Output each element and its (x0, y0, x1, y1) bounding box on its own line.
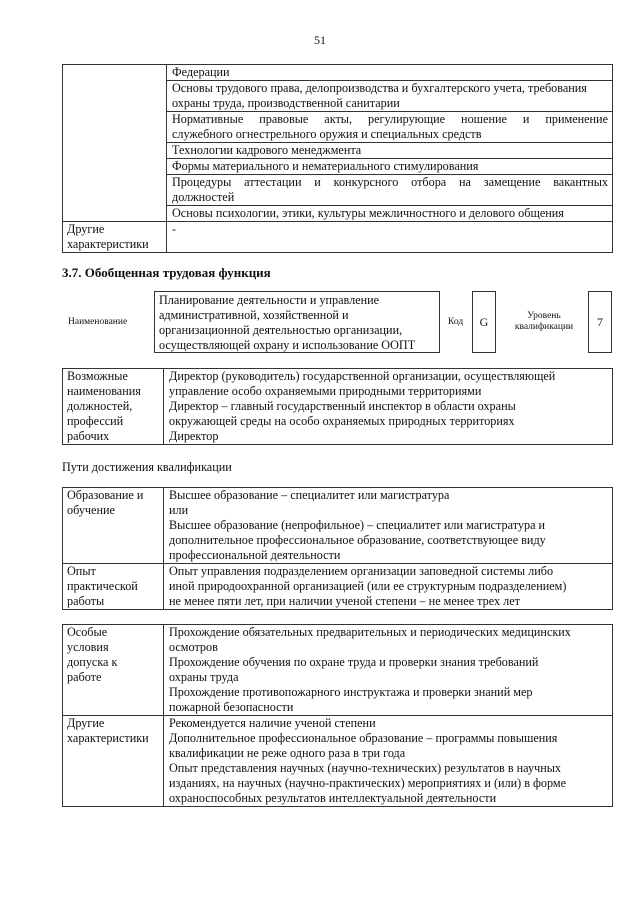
positions-table (62, 368, 613, 445)
knowledge-item: Технологии кадрового менеджмента (167, 143, 613, 159)
table-row (63, 369, 613, 445)
code-value: G (472, 291, 496, 353)
experience-value: Опыт управления подразделением организации заповедной системы либо иной природоохранной организацией (или ее структурным подразделением) не менее пяти лет, при наличии ученой степени – не менее трех лет (164, 564, 613, 610)
knowledge-item: Процедуры аттестации и конкурсного отбора на замещение вакантных должностей (167, 175, 613, 206)
table-row (63, 65, 613, 81)
table-row (63, 564, 613, 610)
special-conditions-value: Прохождение обязательных предварительных и периодических медицинских осмотров Прохождение обучения по охране труда и проверки знания требований охраны труда Прохождение противопожарного инструктажа и проверки знаний мер пожарной безопасности (164, 625, 613, 716)
conditions-table (62, 624, 613, 807)
table-row (63, 625, 613, 716)
experience-label: Опыт практической работы (63, 564, 164, 610)
empty-label-cell (63, 65, 167, 222)
other-characteristics-label: Другие характеристики (63, 222, 167, 253)
page-number: 51 (314, 33, 326, 47)
positions-value: Директор (руководитель) государственной организации, осуществляющей управление особо охраняемыми природными территориями Директор – главный государственный инспектор в области охраны окружающей среды на особо охраняемых природных территориях Директор (164, 369, 613, 445)
section-heading: 3.7. Обобщенная трудовая функция (62, 265, 271, 280)
positions-label: Возможные наименования должностей, профессий рабочих (63, 369, 164, 445)
other-value: Рекомендуется наличие ученой степени Дополнительное профессиональное образование – программы повышения квалификации не реже одного раза в три года Опыт представления научных (научно-технических) результатов в научных изданиях, на научных (научно-практических) мероприятиях и (или) в форме охраноспособных результатов интеллектуальной деятельности (164, 716, 613, 807)
table-row (63, 488, 613, 564)
other-label: Другие характеристики (63, 716, 164, 807)
code-label: Код (448, 317, 464, 327)
name-label: Наименование (68, 317, 128, 327)
function-title-box: Планирование деятельности и управление административной, хозяйственной и организационной деятельностью организации, осуществляющей охрану и использование ООПТ (154, 291, 440, 353)
table-row (63, 716, 613, 807)
knowledge-table (62, 64, 613, 253)
table-row (63, 222, 613, 253)
knowledge-item: Федерации (167, 65, 613, 81)
level-value: 7 (588, 291, 612, 353)
special-conditions-label: Особые условия допуска к работе (63, 625, 164, 716)
other-characteristics-value: - (167, 222, 613, 253)
paths-heading: Пути достижения квалификации (62, 460, 232, 474)
education-value: Высшее образование – специалитет или магистратура или Высшее образование (непрофильное) – специалитет или магистратура и дополнительное профессиональное образование, соответствующее виду профессиональной деятельности (164, 488, 613, 564)
knowledge-item: Нормативные правовые акты, регулирующие ношение и применение служебного огнестрельного оружия и специальных средств (167, 112, 613, 143)
knowledge-item: Основы трудового права, делопроизводства и бухгалтерского учета, требования охраны труда, производственной санитарии (167, 81, 613, 112)
level-label: Уровень квалификации (514, 311, 574, 332)
knowledge-item: Основы психологии, этики, культуры межличностного и делового общения (167, 206, 613, 222)
knowledge-item: Формы материального и нематериального стимулирования (167, 159, 613, 175)
qualification-paths-table (62, 487, 613, 610)
education-label: Образование и обучение (63, 488, 164, 564)
